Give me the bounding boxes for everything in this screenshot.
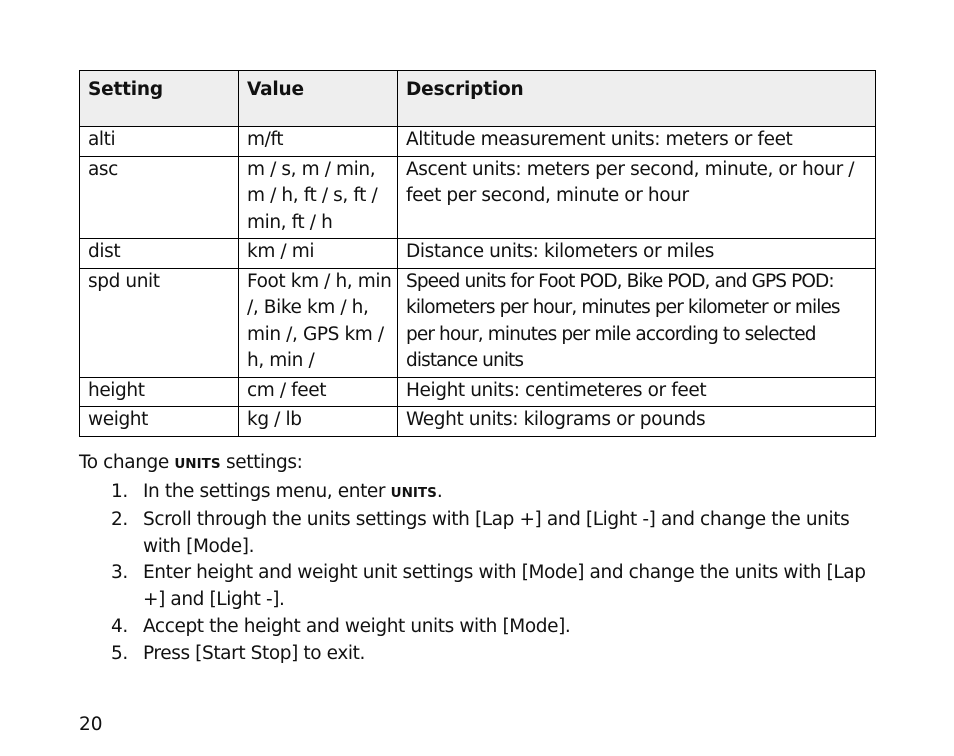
cell-description: Ascent units: meters per second, minute, or hour / feet per second, minute or hour	[398, 156, 876, 239]
cell-setting: dist	[80, 239, 239, 269]
list-item	[79, 479, 879, 507]
step-number: 4.	[111, 615, 128, 637]
cell-value: km / mi	[239, 239, 398, 269]
header-setting: Setting	[80, 71, 239, 127]
cell-setting: alti	[80, 127, 239, 157]
cell-value: m / s, m / min, m / h, ft / s, ft / min, ft / h	[239, 156, 398, 239]
cell-description: Altitude measurement units: meters or feet	[398, 127, 876, 157]
intro-text-end: settings:	[220, 452, 303, 473]
cell-description: Speed units for Foot POD, Bike POD, and GPS POD: kilometers per hour, minutes per kilometer or miles per hour, minutes per mile according to selected distance units	[398, 268, 876, 377]
step-text: In the settings menu, enter	[143, 481, 391, 502]
cell-setting: asc	[80, 156, 239, 239]
cell-setting: spd unit	[80, 268, 239, 377]
table-row	[80, 407, 876, 437]
step-text: Scroll through the units settings with [Lap +] and [Light -] and change the units with [Mode].	[143, 508, 850, 557]
cell-setting: weight	[80, 407, 239, 437]
cell-value: cm / feet	[239, 377, 398, 407]
step-text: Press [Start Stop] to exit.	[143, 642, 365, 664]
step-number: 2.	[111, 508, 128, 530]
instruction-steps	[79, 479, 879, 668]
cell-value: Foot km / h, min /, Bike km / h, min /, GPS km / h, min /	[239, 268, 398, 377]
intro-text: To change	[79, 452, 175, 473]
units-keyword: UNITS	[174, 456, 221, 472]
units-settings-table	[79, 70, 876, 437]
cell-setting: height	[80, 377, 239, 407]
step-number: 3.	[111, 562, 128, 584]
step-text: Accept the height and weight units with [Mode].	[143, 615, 571, 637]
table-row	[80, 268, 876, 377]
table-row	[80, 377, 876, 407]
header-description: Description	[398, 71, 876, 127]
cell-description: Distance units: kilometers or miles	[398, 239, 876, 269]
table-row	[80, 239, 876, 269]
units-keyword: UNITS	[390, 485, 437, 501]
cell-description: Weght units: kilograms or pounds	[398, 407, 876, 437]
step-text: Enter height and weight unit settings with [Mode] and change the units with [Lap +] and [Light -].	[143, 562, 866, 611]
intro-line	[79, 450, 302, 477]
cell-description: Height units: centimeteres or feet	[398, 377, 876, 407]
table-row	[80, 127, 876, 157]
list-item	[79, 507, 879, 561]
step-number: 1.	[111, 481, 128, 502]
step-number: 5.	[111, 642, 128, 664]
cell-value: m/ft	[239, 127, 398, 157]
list-item	[79, 614, 879, 641]
list-item	[79, 641, 879, 668]
header-value: Value	[239, 71, 398, 127]
table-row	[80, 156, 876, 239]
list-item	[79, 560, 879, 614]
page-number: 20	[79, 714, 103, 735]
cell-value: kg / lb	[239, 407, 398, 437]
table-header-row	[80, 71, 876, 127]
step-text-end: .	[436, 481, 443, 502]
